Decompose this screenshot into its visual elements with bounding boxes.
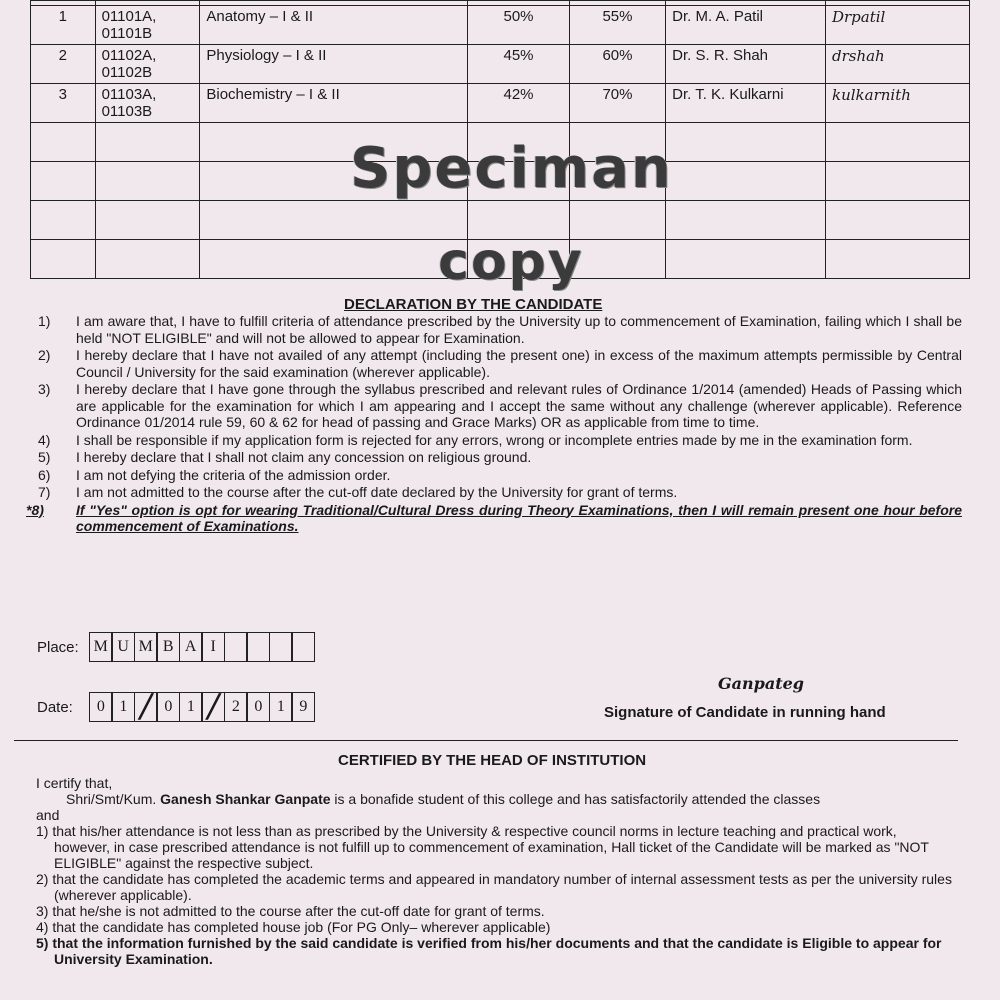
- cert-intro: I certify that,: [36, 775, 113, 791]
- place-label: Place:: [37, 638, 79, 656]
- list-item: 5) I hereby declare that I shall not claim any concession on religious ground.: [38, 449, 532, 465]
- list-item: 1) I am aware that, I have to fulfill criteria of attendance prescribed by the University up to commencement of Examination, failing which I shall be held "NOT ELIGIBLE" and will not be allowed to appear for Examination.: [38, 313, 962, 346]
- date-label: Date:: [37, 698, 73, 716]
- date-separator: ╱: [134, 692, 158, 722]
- subject-name: Anatomy – I & II: [200, 6, 468, 45]
- list-item: 3) I hereby declare that I have gone through the syllabus prescribed and relevant rules of Ordinance 1/2014 (amended) Heads of Passing which are applicable for the examination for which I am appearing and I accept the same without any challenge (wherever applicable). Reference Ordinance 01/2014 rule 59, 60 & 62 for head of passing and Grace Marks) OR as applicable from time to time.: [38, 381, 962, 430]
- date-separator: ╱: [201, 692, 225, 722]
- subject-code: 01101A, 01101B: [95, 6, 200, 45]
- theory-percent: 45%: [468, 45, 570, 84]
- examiner-signature: kulkarnith: [825, 84, 969, 123]
- serial-no: 1: [31, 6, 96, 45]
- date-digit-box: 1: [111, 692, 135, 722]
- certified-heading: CERTIFIED BY THE HEAD OF INSTITUTION: [338, 752, 647, 769]
- student-name: Ganesh Shankar Ganpate: [160, 791, 331, 807]
- practical-percent: 55%: [569, 6, 665, 45]
- place-letter-box: U: [111, 632, 135, 662]
- watermark-line2: copy: [438, 232, 584, 292]
- examiner-signature: Drpatil: [825, 6, 969, 45]
- candidate-signature: Ganpateg: [718, 674, 804, 693]
- serial-no: 3: [31, 84, 96, 123]
- cert-item: 1) that his/her attendance is not less than as prescribed by the University & respective council norms in lecture teaching and practical work, however, in case prescribed attendance is not fulfill up to commencement of examination, Hall ticket of the Candidate will be marked as "NOT ELIGIBLE" against the respective subject.: [36, 823, 929, 871]
- examiner-signature: drshah: [825, 45, 969, 84]
- cert-student-line: Shri/Smt/Kum. Ganesh Shankar Ganpate is a bonafide student of this college and has satisfactorily attended the classes: [66, 791, 821, 807]
- declaration-list: [14, 313, 962, 536]
- place-boxes: [89, 632, 314, 662]
- place-letter-box: [246, 632, 270, 662]
- section-divider: [14, 740, 958, 741]
- date-digit-box: 1: [179, 692, 203, 722]
- cert-item: 2) that the candidate has completed the academic terms and appeared in mandatory number of internal assessment tests as per the university rules (wherever applicable).: [36, 871, 952, 903]
- list-item: 7) I am not admitted to the course after the cut-off date declared by the University for grant of terms.: [38, 484, 678, 500]
- examiner-name: Dr. S. R. Shah: [666, 45, 826, 84]
- declaration-heading: DECLARATION BY THE CANDIDATE: [344, 296, 603, 313]
- date-field: [37, 692, 314, 722]
- list-item: 2) I hereby declare that I have not availed of any attempt (including the present one) in excess of the maximum attempts permissible by Central Council / University for the said examination (wherever applicable).: [38, 347, 962, 380]
- list-item: *8) If "Yes" option is opt for wearing Traditional/Cultural Dress during Theory Examinations, then I will remain present one hour before commencement of Examinations.: [26, 501, 962, 534]
- list-item: 4) I shall be responsible if my application form is rejected for any errors, wrong or incomplete entries made by me in the examination form.: [38, 431, 913, 448]
- place-letter-box: M: [89, 632, 113, 662]
- place-letter-box: [291, 632, 315, 662]
- table-row: [31, 84, 970, 123]
- cert-item: 4) that the candidate has completed house job (For PG Only– wherever applicable): [36, 919, 551, 935]
- serial-no: 2: [31, 45, 96, 84]
- date-digit-box: 0: [246, 692, 270, 722]
- date-digit-box: 1: [269, 692, 293, 722]
- certification-body: [36, 775, 956, 967]
- place-field: [37, 632, 314, 662]
- subject-name: Biochemistry – I & II: [200, 84, 468, 123]
- date-digit-box: 2: [224, 692, 248, 722]
- signature-label: Signature of Candidate in running hand: [604, 704, 886, 721]
- theory-percent: 50%: [468, 6, 570, 45]
- date-digit-box: 0: [156, 692, 180, 722]
- subject-code: 01103A, 01103B: [95, 84, 200, 123]
- date-digit-box: 9: [291, 692, 315, 722]
- place-letter-box: [224, 632, 248, 662]
- practical-percent: 60%: [569, 45, 665, 84]
- cert-item-final: 5) that the information furnished by the said candidate is verified from his/her documents and that the candidate is Eligible to appear for University Examination.: [36, 935, 942, 967]
- cert-and: and: [36, 807, 60, 823]
- table-row: [31, 6, 970, 45]
- cert-item: 3) that he/she is not admitted to the course after the cut-off date for grant of terms.: [36, 903, 545, 919]
- subject-code: 01102A, 01102B: [95, 45, 200, 84]
- list-item: 6) I am not defying the criteria of the admission order.: [38, 466, 391, 483]
- subject-name: Physiology – I & II: [200, 45, 468, 84]
- place-letter-box: B: [156, 632, 180, 662]
- place-letter-box: A: [179, 632, 203, 662]
- place-letter-box: I: [201, 632, 225, 662]
- table-row: [31, 45, 970, 84]
- examiner-name: Dr. M. A. Patil: [666, 6, 826, 45]
- examiner-name: Dr. T. K. Kulkarni: [666, 84, 826, 123]
- date-boxes: [89, 692, 314, 722]
- date-digit-box: 0: [89, 692, 113, 722]
- place-letter-box: M: [134, 632, 158, 662]
- practical-percent: 70%: [569, 84, 665, 123]
- watermark-line1: Speciman: [350, 136, 673, 201]
- theory-percent: 42%: [468, 84, 570, 123]
- place-letter-box: [269, 632, 293, 662]
